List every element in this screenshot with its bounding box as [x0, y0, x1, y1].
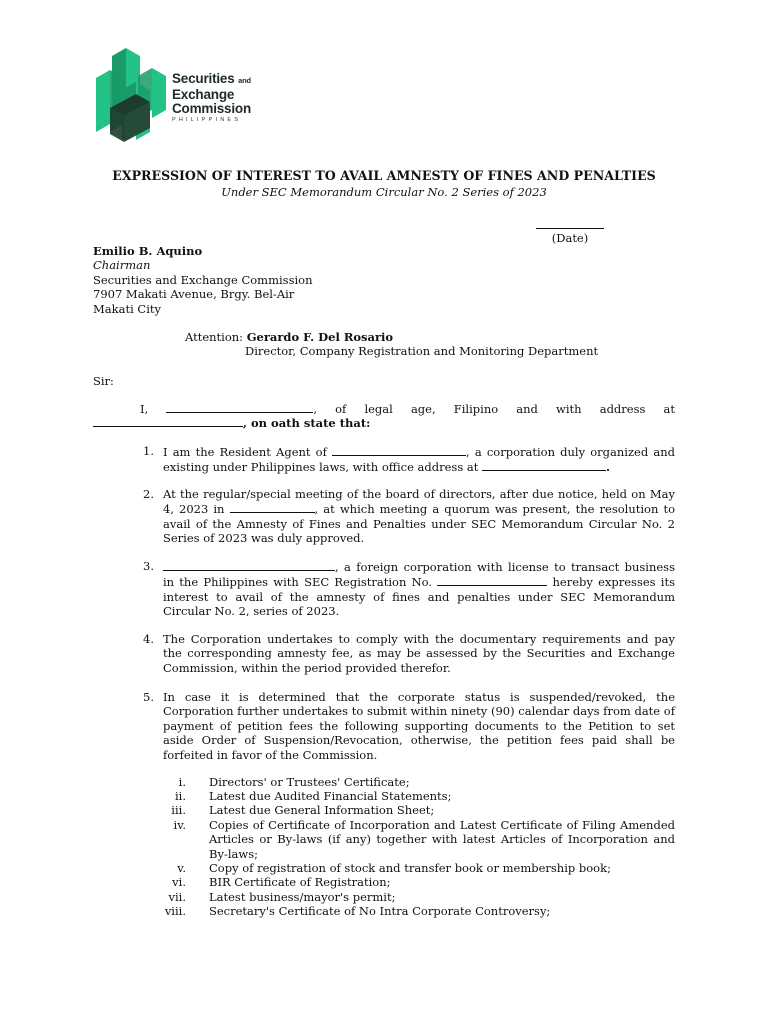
date-line: [536, 228, 604, 229]
item-1-part-b: , a corporation duly organized and existing under Philippines laws, with office address at: [163, 445, 675, 475]
logo-line-commission: Commission: [172, 101, 252, 116]
logo-line-exchange: Exchange: [172, 87, 235, 102]
sec-logo: [92, 46, 278, 148]
attention-label: Attention:: [185, 330, 244, 344]
office-address-blank[interactable]: [482, 459, 606, 471]
item-2-part-a: At the regular/special meeting of the board of directors, after due notice, held on May 4, 2023 in: [163, 487, 675, 517]
sub-item-text: Latest due General Information Sheet;: [209, 803, 435, 817]
addressee-street: 7907 Makati Avenue, Brgy. Bel-Air: [93, 287, 295, 302]
salutation: Sir:: [93, 374, 114, 388]
item-5-text: In case it is determined that the corporate status is suspended/revoked, the Corporation further undertakes to submit within ninety (90) calendar days from date of payment of petition fees the following supporting documents to the Petition to set aside Order of Suspension/Revocation, otherwise, the petition fees paid shall be forfeited in favor of the Commission.: [163, 690, 675, 762]
logo-text: [172, 72, 251, 124]
sub-item-text: Secretary's Certificate of No Intra Corporate Controversy;: [209, 904, 551, 918]
sub-item-text: Copy of registration of stock and transfer book or membership book;: [209, 861, 611, 875]
sub-item-number: iv.: [173, 818, 186, 832]
name-blank[interactable]: [166, 401, 313, 413]
sec-registration-blank[interactable]: [437, 574, 547, 586]
intro-after-name: , of legal age, Filipino and with address at: [313, 402, 676, 416]
sub-item-text: Latest due Audited Financial Statements;: [209, 789, 452, 803]
document-subtitle: Under SEC Memorandum Circular No. 2 Series of 2023: [221, 185, 547, 199]
attention-line: [185, 330, 645, 344]
sub-item-number: vii.: [168, 890, 186, 904]
item-number: 4.: [143, 632, 154, 646]
corporation-name-blank[interactable]: [332, 444, 466, 456]
addressee-position: Chairman: [93, 258, 151, 273]
sub-item-text: Latest business/mayor's permit;: [209, 890, 396, 904]
foreign-corporation-blank[interactable]: [163, 559, 335, 571]
intro-line-2: [93, 415, 675, 430]
intro-i: I,: [140, 402, 149, 416]
item-number: 1.: [143, 444, 154, 458]
meeting-place-blank[interactable]: [230, 501, 315, 513]
sub-item-text: Copies of Certificate of Incorporation and Latest Certificate of Filing Amended Articles or By-laws (if any) together with latest Articles of Incorporation and By-laws;: [209, 818, 675, 861]
sub-item-number: i.: [178, 775, 186, 789]
sub-item-number: ii.: [174, 789, 186, 803]
intro-after-addr: , on oath state that:: [243, 416, 371, 430]
item-2-text: [163, 487, 675, 546]
logo-line-securities: Securities: [172, 71, 235, 86]
addressee-name: Emilio B. Aquino: [93, 244, 203, 258]
addressee-org: Securities and Exchange Commission: [93, 272, 313, 287]
logo-line-and: and: [238, 76, 251, 85]
sub-item-text: BIR Certificate of Registration;: [209, 875, 391, 889]
address-blank[interactable]: [93, 415, 243, 427]
item-2-part-b: , at which meeting a quorum was present, the resolution to avail of the Amnesty of Fines and Penalties under SEC Memorandum Circular No. 2 Series of 2023 was duly approved.: [163, 502, 675, 546]
addressee-block: [93, 244, 493, 316]
sub-item-number: viii.: [164, 904, 186, 918]
addressee-city: Makati City: [93, 301, 162, 316]
sub-item-number: v.: [177, 861, 186, 875]
item-number: 5.: [143, 690, 154, 704]
attention-position: Director, Company Registration and Monitoring Department: [245, 344, 599, 358]
item-3-text: [163, 559, 675, 619]
sec-logo-icon: [92, 46, 168, 146]
item-1-part-a: I am the Resident Agent of: [163, 445, 333, 459]
item-4-text: The Corporation undertakes to comply with the documentary requirements and pay the corresponding amnesty fee, as may be assessed by the Securities and Exchange Commission, within the period provided therefor.: [163, 632, 675, 675]
item-1-part-c: .: [606, 460, 611, 475]
sub-item-text: Directors' or Trustees' Certificate;: [209, 775, 410, 789]
sub-item-number: iii.: [171, 803, 186, 817]
date-label: (Date): [551, 231, 589, 245]
item-1-text: [163, 444, 675, 475]
item-number: 2.: [143, 487, 154, 501]
attention-name: Gerardo F. Del Rosario: [246, 330, 394, 344]
logo-line-philippines: PHILIPPINES: [172, 117, 242, 123]
item-3-part-b: hereby expresses its interest to avail of the amnesty of fines and penalties under SEC Memorandum Circular No. 2, series of 2023.: [163, 575, 675, 619]
item-3-part-a: , a foreign corporation with license to transact business in the Philippines with SEC Registration No.: [163, 560, 675, 590]
document-title: EXPRESSION OF INTEREST TO AVAIL AMNESTY OF FINES AND PENALTIES: [112, 168, 656, 183]
sub-item-number: vi.: [172, 875, 186, 889]
item-number: 3.: [143, 559, 154, 573]
